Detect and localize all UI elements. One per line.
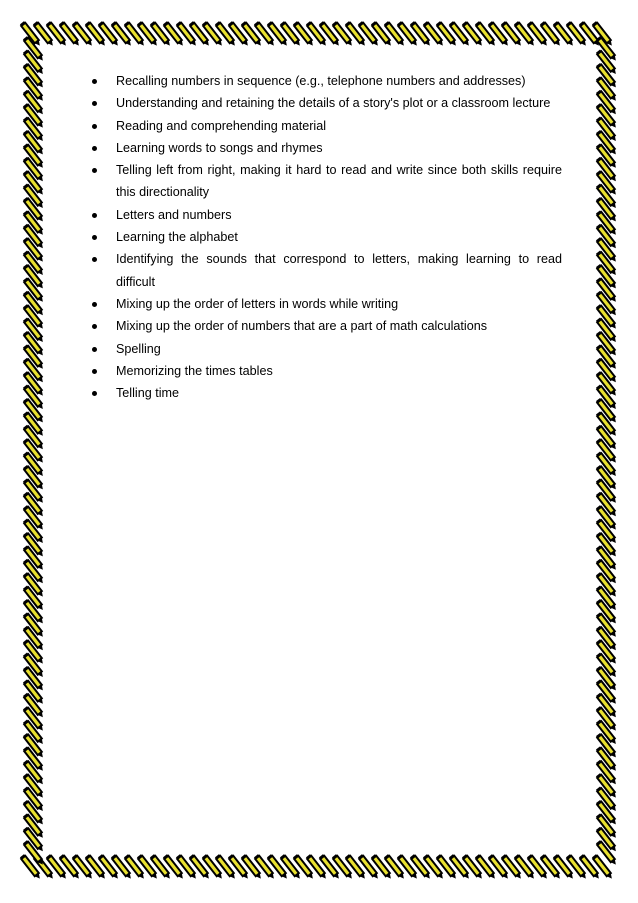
bullet-icon bbox=[92, 302, 97, 307]
list-item-text: Reading and comprehending material bbox=[116, 118, 327, 133]
bullet-icon bbox=[92, 369, 97, 374]
list-item bbox=[90, 338, 562, 360]
bullet-icon bbox=[92, 391, 97, 396]
list-item-text: Letters and numbers bbox=[116, 207, 232, 222]
list-item bbox=[90, 248, 562, 293]
list-item bbox=[90, 315, 562, 337]
list-item bbox=[90, 92, 562, 114]
list-item-text: Spelling bbox=[116, 341, 161, 356]
list-item-text: Learning words to songs and rhymes bbox=[116, 140, 323, 155]
list-item-text: Telling time bbox=[116, 386, 179, 401]
bullet-icon bbox=[92, 79, 97, 84]
bullet-icon bbox=[92, 101, 97, 106]
content-area bbox=[90, 70, 562, 404]
list-item-text: Memorizing the times tables bbox=[116, 363, 273, 378]
list-item bbox=[90, 137, 562, 159]
list-item-text: Mixing up the order of letters in words while writing bbox=[116, 296, 399, 311]
list-item bbox=[90, 293, 562, 315]
list-item bbox=[90, 70, 562, 92]
bullet-icon bbox=[92, 168, 97, 173]
bullet-icon bbox=[92, 235, 97, 240]
list-item bbox=[90, 159, 562, 204]
list-item-text: Learning the alphabet bbox=[116, 230, 238, 245]
list-item-text: Recalling numbers in sequence (e.g., telephone numbers and addresses) bbox=[116, 74, 526, 88]
list-item bbox=[90, 204, 562, 226]
list-item bbox=[90, 115, 562, 137]
bullet-list bbox=[90, 70, 562, 404]
bullet-icon bbox=[92, 146, 97, 151]
list-item-text: Identifying the sounds that correspond to letters, making learning to read difficult bbox=[116, 252, 562, 289]
list-item bbox=[90, 382, 562, 404]
bullet-icon bbox=[92, 324, 97, 329]
bullet-icon bbox=[92, 257, 97, 262]
bullet-icon bbox=[92, 213, 97, 218]
bullet-icon bbox=[92, 347, 97, 352]
list-item-text: Telling left from right, making it hard to read and write since both skills require this directionality bbox=[116, 163, 562, 200]
list-item-text: Understanding and retaining the details of a story's plot or a classroom lecture bbox=[116, 96, 551, 111]
list-item bbox=[90, 226, 562, 248]
list-item-text: Mixing up the order of numbers that are a part of math calculations bbox=[116, 319, 488, 334]
list-item bbox=[90, 360, 562, 382]
bullet-icon bbox=[92, 124, 97, 129]
